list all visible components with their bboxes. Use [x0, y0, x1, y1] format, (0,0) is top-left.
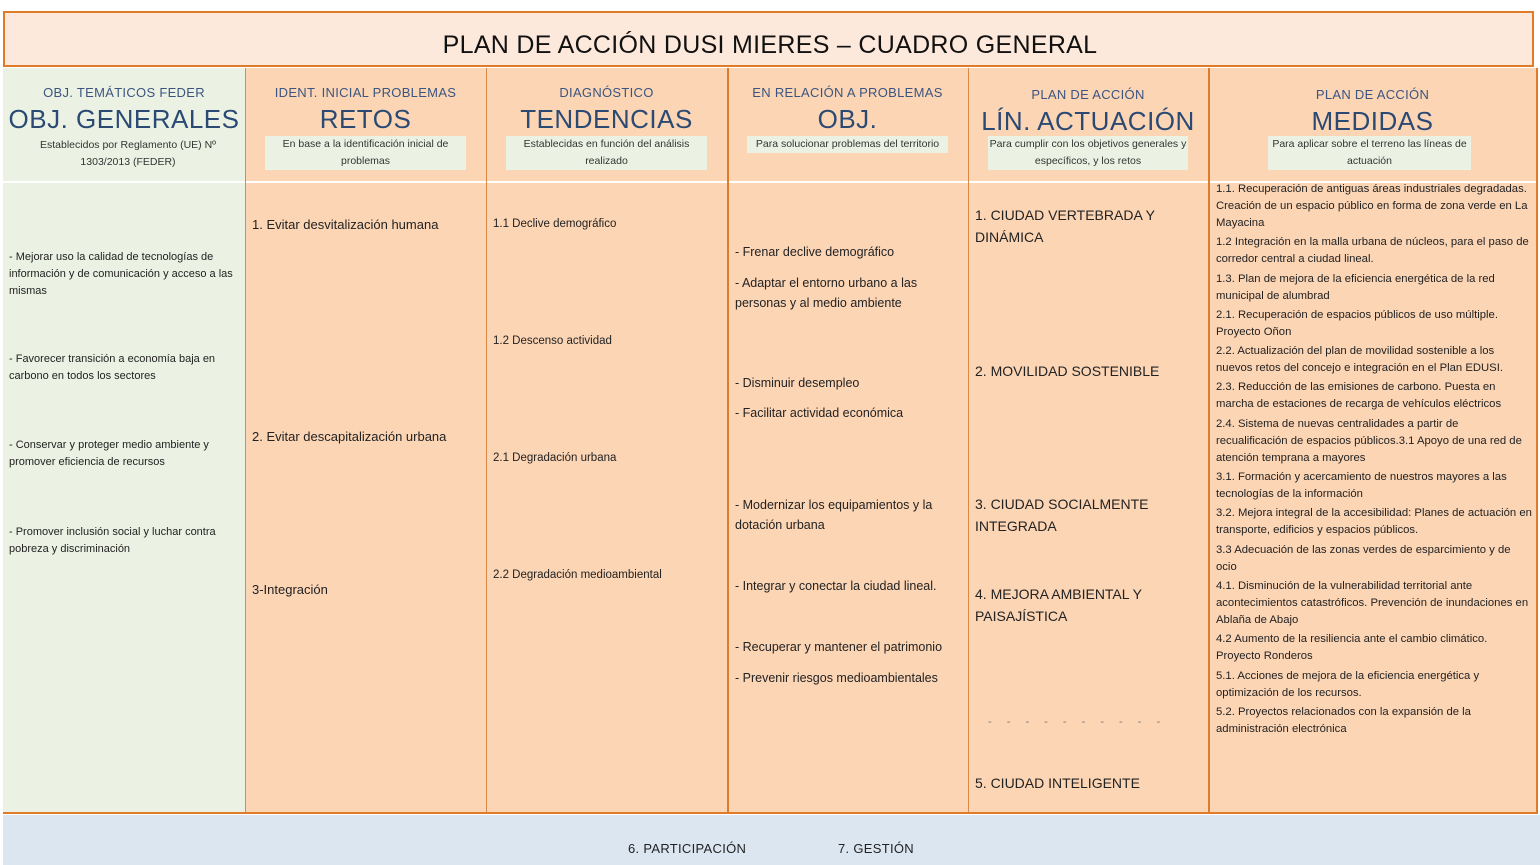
list-item: - Promover inclusión social y luchar contra pobreza y discriminación	[9, 526, 216, 555]
list-item: 2.1. Recuperación de espacios públicos de uso múltiple. Proyecto Oñon	[1216, 308, 1498, 338]
list-item: 4.2 Aumento de la resiliencia ante el cambio climático. Proyecto Ronderos	[1216, 633, 1488, 663]
column-note: Establecidas en función del análisis realizado	[506, 136, 707, 170]
column-subtitle: IDENT. INICIAL PROBLEMAS	[274, 85, 457, 100]
list-item: 4. MEJORA AMBIENTAL Y PAISAJÍSTICA	[975, 586, 1142, 624]
list-item: 2.4. Sistema de nuevas centralidades a partir de recualificación de espacios públicos.3.1 Apoyo de una red de atención temprana a mayores	[1216, 417, 1522, 464]
column-title: LÍN. ACTUACIÓN	[981, 106, 1195, 136]
list-item: 1.2 Descenso actividad	[493, 335, 612, 347]
list-item: 1.2 Integración en la malla urbana de núcleos, para el paso de corredor central a ciudad lineal.	[1216, 236, 1529, 266]
column-subtitle: DIAGNÓSTICO	[559, 85, 654, 100]
list-item: - Facilitar actividad económica	[735, 406, 904, 420]
column-title: TENDENCIAS	[520, 104, 693, 134]
list-item: - Recuperar y mantener el patrimonio	[735, 640, 943, 654]
column-divider	[1208, 68, 1210, 814]
page-title: PLAN DE ACCIÓN DUSI MIERES – CUADRO GENERAL	[442, 31, 1098, 59]
list-item: - Modernizar los equipamientos y la dotación urbana	[735, 498, 933, 532]
footer-item-participacion: 6. PARTICIPACIÓN	[628, 841, 747, 856]
list-item: - Frenar declive demográfico	[735, 245, 895, 259]
column-subtitle: OBJ. TEMÁTICOS FEDER	[43, 85, 205, 100]
medidas-list	[1216, 181, 1532, 740]
list-item: 2. MOVILIDAD SOSTENIBLE	[975, 363, 1160, 379]
column-note: Para cumplir con los objetivos generales y específicos, y los retos	[988, 136, 1188, 170]
column-subtitle: PLAN DE ACCIÓN	[1315, 87, 1430, 102]
column-subtitle: PLAN DE ACCIÓN	[1031, 87, 1145, 102]
list-item: 4.1. Disminución de la vulnerabilidad territorial ante acontecimientos catastróficos. Prevención de inundaciones en Ablaña de Abajo	[1216, 579, 1529, 626]
column-tendencias	[486, 68, 727, 814]
header-divider	[0, 181, 1540, 183]
list-item: 1.1. Recuperación de antiguas áreas industriales degradadas. Creación de un espacio público en forma de zona verde en La Mayacina	[1216, 183, 1528, 229]
column-note: Para solucionar problemas del territorio	[747, 136, 948, 153]
column-note: Para aplicar sobre el terreno las líneas de actuación	[1268, 136, 1471, 170]
column-subtitle: EN RELACIÓN A PROBLEMAS	[752, 85, 943, 100]
list-item: - Disminuir desempleo	[735, 376, 860, 390]
column-medidas	[1208, 68, 1537, 814]
column-lineas-actuacion	[968, 68, 1208, 814]
list-item: - Favorecer transición a economía baja en carbono en todos los sectores	[9, 353, 216, 382]
column-divider	[486, 68, 487, 814]
column-divider	[1536, 68, 1538, 814]
column-title: OBJ. GENERALES	[8, 104, 240, 134]
column-divider	[968, 68, 969, 814]
list-item: 2.2. Actualización del plan de movilidad sostenible a los nuevos retos del concejo e integración en el Plan EDUSI.	[1216, 345, 1503, 375]
list-item: 1. CIUDAD VERTEBRADA Y DINÁMICA	[975, 207, 1155, 245]
list-item: - Conservar y proteger medio ambiente y promover eficiencia de recursos	[9, 439, 209, 468]
bottom-border	[3, 812, 1538, 814]
list-item: - Integrar y conectar la ciudad lineal.	[735, 579, 937, 593]
separator: - - - - - - - - - -	[988, 716, 1167, 728]
list-item: 5.2. Proyectos relacionados con la expansión de la administración electrónica	[1216, 705, 1471, 735]
column-note: En base a la identificación inicial de problemas	[265, 136, 466, 170]
list-item: 2.1 Degradación urbana	[493, 452, 617, 464]
column-obj	[727, 68, 968, 814]
list-item: 1. Evitar desvitalización humana	[252, 217, 439, 232]
list-item: - Prevenir riesgos medioambientales	[735, 671, 938, 685]
list-item: 2. Evitar descapitalización urbana	[252, 429, 447, 444]
list-item: - Mejorar uso la calidad de tecnologías de información y de comunicación y acceso a las mismas	[9, 251, 233, 297]
list-item: 5.1. Acciones de mejora de la eficiencia energética y optimización de los recursos.	[1216, 669, 1480, 699]
list-item: 3-Integración	[252, 582, 328, 597]
list-item: 3. CIUDAD SOCIALMENTE INTEGRADA	[975, 496, 1149, 534]
list-item: 2.3. Reducción de las emisiones de carbono. Puesta en marcha de estaciones de recarga de vehículos eléctricos	[1216, 381, 1502, 411]
footer-band	[3, 815, 1540, 865]
list-item: 3.2. Mejora integral de la accesibilidad: Planes de actuación en transporte, edificios y espacios públicos.	[1216, 507, 1532, 537]
list-item: 2.2 Degradación medioambiental	[493, 569, 662, 581]
list-item: - Adaptar el entorno urbano a las personas y al medio ambiente	[735, 276, 918, 310]
list-item: 3.3 Adecuación de las zonas verdes de esparcimiento y de ocio	[1216, 543, 1511, 573]
column-divider	[245, 68, 246, 814]
column-divider	[727, 68, 729, 814]
column-title: RETOS	[319, 104, 412, 134]
column-title: MEDIDAS	[1311, 106, 1434, 136]
column-note: Establecidos por Reglamento (UE) Nº 1303/2013 (FEDER)	[40, 139, 216, 168]
list-item: 3.1. Formación y acercamiento de nuestros mayores a las tecnologías de la información	[1216, 471, 1507, 501]
list-item: 5. CIUDAD INTELIGENTE	[975, 775, 1140, 791]
column-title: OBJ.	[817, 104, 878, 134]
list-item: 1.1 Declive demográfico	[493, 218, 617, 230]
footer-item-gestion: 7. GESTIÓN	[838, 841, 914, 856]
column-objetivos-generales	[3, 68, 245, 814]
column-retos	[245, 68, 486, 814]
list-item: 1.3. Plan de mejora de la eficiencia energética de la red municipal de alumbrad	[1216, 272, 1495, 302]
